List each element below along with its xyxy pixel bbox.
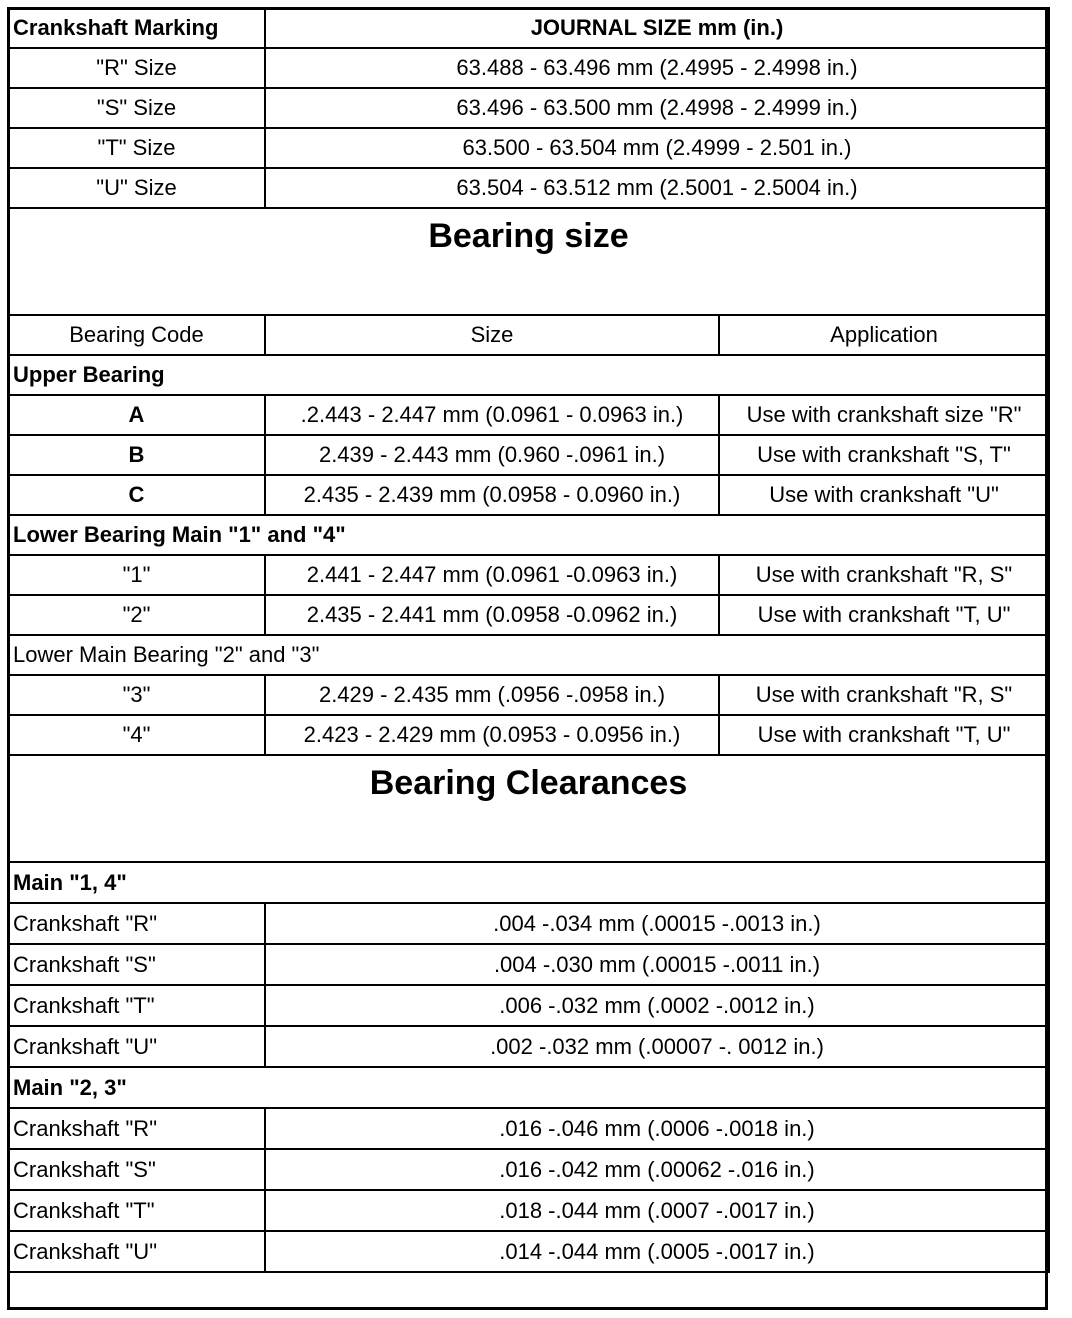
clearance-value: .016 -.042 mm (.00062 -.016 in.) <box>265 1149 1049 1190</box>
main-1-4-label: Main "1, 4" <box>8 862 1049 903</box>
main-2-3-label: Main "2, 3" <box>8 1067 1049 1108</box>
bearing-size: 2.423 - 2.429 mm (0.0953 - 0.0956 in.) <box>265 715 719 755</box>
bearing-header-application: Application <box>719 315 1049 355</box>
bearing-size: 2.441 - 2.447 mm (0.0961 -0.0963 in.) <box>265 555 719 595</box>
clearance-value: .004 -.034 mm (.00015 -.0013 in.) <box>265 903 1049 944</box>
lower-bearing-2-3-label: Lower Main Bearing "2" and "3" <box>8 635 1049 675</box>
clearance-value: .004 -.030 mm (.00015 -.0011 in.) <box>265 944 1049 985</box>
journal-size: 63.488 - 63.496 mm (2.4995 - 2.4998 in.) <box>265 48 1049 88</box>
clearance-crankshaft: Crankshaft "U" <box>8 1026 265 1067</box>
journal-size: 63.496 - 63.500 mm (2.4998 - 2.4999 in.) <box>265 88 1049 128</box>
bearing-code: "3" <box>8 675 265 715</box>
lower-bearing-1-4-label: Lower Bearing Main "1" and "4" <box>8 515 1049 555</box>
bearing-code: "2" <box>8 595 265 635</box>
bearing-size: 2.429 - 2.435 mm (.0956 -.0958 in.) <box>265 675 719 715</box>
clearance-crankshaft: Crankshaft "R" <box>8 903 265 944</box>
bearing-size: 2.439 - 2.443 mm (0.960 -.0961 in.) <box>265 435 719 475</box>
bearing-code: C <box>8 475 265 515</box>
journal-size: 63.500 - 63.504 mm (2.4999 - 2.501 in.) <box>265 128 1049 168</box>
clearance-value: .014 -.044 mm (.0005 -.0017 in.) <box>265 1231 1049 1272</box>
journal-marking: "R" Size <box>8 48 265 88</box>
bearing-application: Use with crankshaft size "R" <box>719 395 1049 435</box>
clearance-value: .006 -.032 mm (.0002 -.0012 in.) <box>265 985 1049 1026</box>
bearing-code: B <box>8 435 265 475</box>
bearing-size: 2.435 - 2.439 mm (0.0958 - 0.0960 in.) <box>265 475 719 515</box>
clearance-crankshaft: Crankshaft "U" <box>8 1231 265 1272</box>
bearing-application: Use with crankshaft "S, T" <box>719 435 1049 475</box>
journal-size: 63.504 - 63.512 mm (2.5001 - 2.5004 in.) <box>265 168 1049 208</box>
clearance-value: .018 -.044 mm (.0007 -.0017 in.) <box>265 1190 1049 1231</box>
bearing-code: "1" <box>8 555 265 595</box>
journal-marking: "U" Size <box>8 168 265 208</box>
bearing-size: .2.443 - 2.447 mm (0.0961 - 0.0963 in.) <box>265 395 719 435</box>
clearance-value: .002 -.032 mm (.00007 -. 0012 in.) <box>265 1026 1049 1067</box>
journal-marking: "S" Size <box>8 88 265 128</box>
bearing-application: Use with crankshaft "R, S" <box>719 555 1049 595</box>
clearance-value: .016 -.046 mm (.0006 -.0018 in.) <box>265 1108 1049 1149</box>
clearance-crankshaft: Crankshaft "S" <box>8 1149 265 1190</box>
clearance-crankshaft: Crankshaft "R" <box>8 1108 265 1149</box>
journal-marking: "T" Size <box>8 128 265 168</box>
clearance-crankshaft: Crankshaft "T" <box>8 985 265 1026</box>
bearing-application: Use with crankshaft "U" <box>719 475 1049 515</box>
bearing-application: Use with crankshaft "T, U" <box>719 595 1049 635</box>
clearance-crankshaft: Crankshaft "S" <box>8 944 265 985</box>
bearing-application: Use with crankshaft "R, S" <box>719 675 1049 715</box>
outer-frame <box>7 7 1048 1310</box>
bearing-header-size: Size <box>265 315 719 355</box>
bearing-code: A <box>8 395 265 435</box>
bearing-size: 2.435 - 2.441 mm (0.0958 -0.0962 in.) <box>265 595 719 635</box>
bearing-code: "4" <box>8 715 265 755</box>
bearing-application: Use with crankshaft "T, U" <box>719 715 1049 755</box>
upper-bearing-label: Upper Bearing <box>8 355 1049 395</box>
clearance-crankshaft: Crankshaft "T" <box>8 1190 265 1231</box>
journal-header-size: JOURNAL SIZE mm (in.) <box>265 8 1049 48</box>
bearing-size-title: Bearing size <box>8 208 1049 315</box>
journal-header-marking: Crankshaft Marking <box>8 8 265 48</box>
clearances-title: Bearing Clearances <box>8 755 1049 862</box>
bearing-header-code: Bearing Code <box>8 315 265 355</box>
